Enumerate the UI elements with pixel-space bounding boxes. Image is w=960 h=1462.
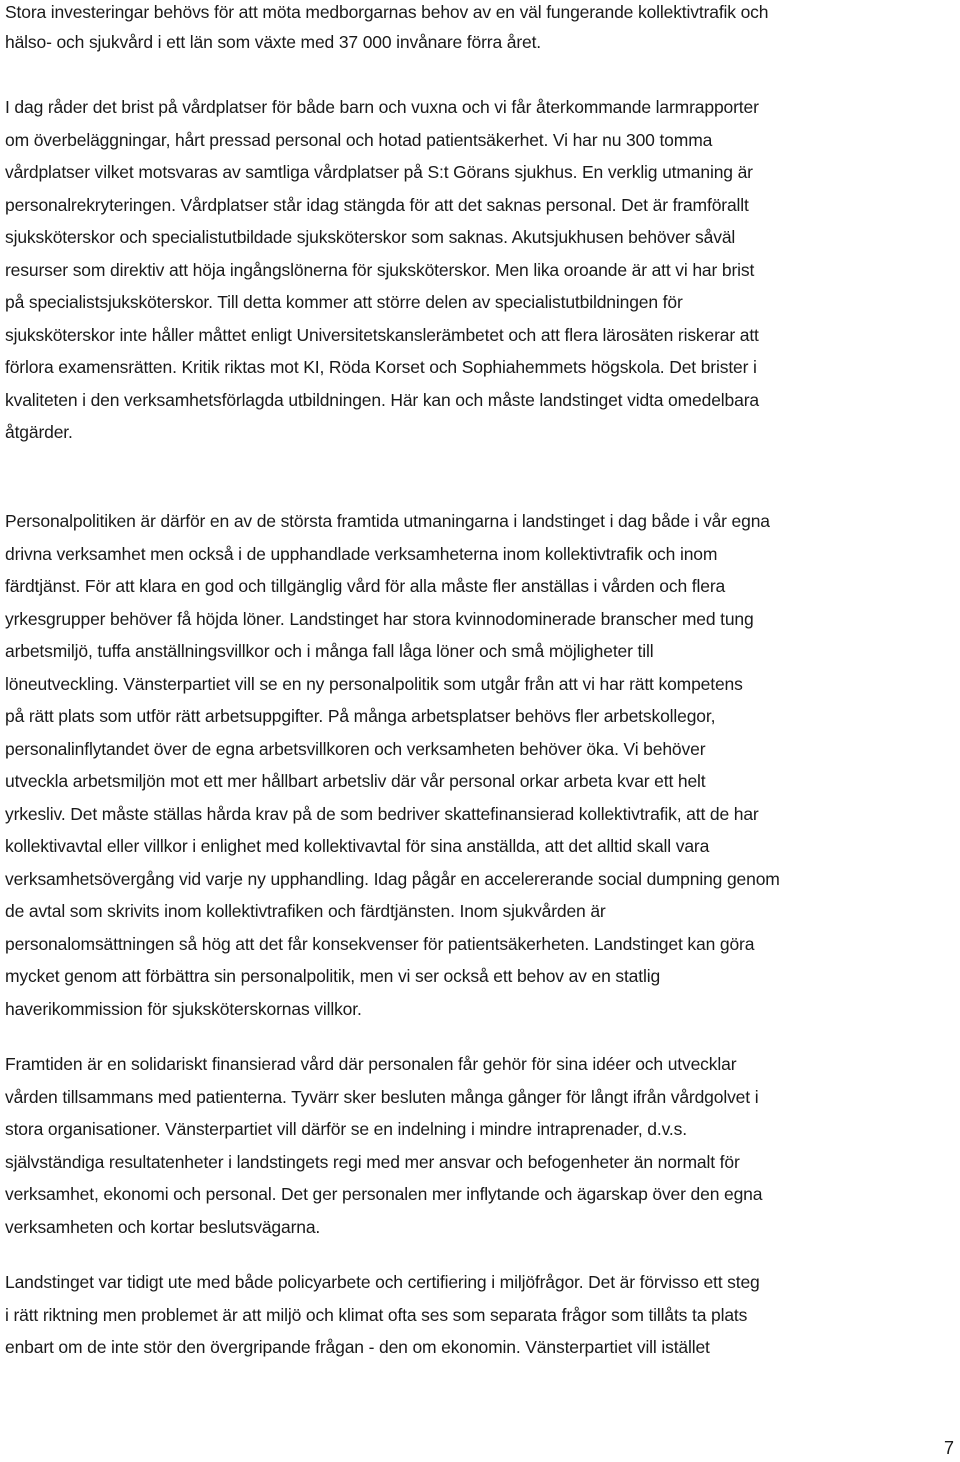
text-line: verksamheten och kortar beslutsvägarna. xyxy=(5,1216,321,1237)
paragraph-environment xyxy=(5,1266,960,1364)
text-line: mycket genom att förbättra sin personalpolitik, men vi ser också ett behov av en statlig xyxy=(5,966,661,986)
text-line: Landstinget var tidigt ute med både policyarbete och certifiering i miljöfrågor. Det är förvisso ett steg xyxy=(5,1272,760,1292)
text-line: yrkesliv. Det måste ställas hårda krav på de som bedriver skattefinansierad kollektivtrafik, att de har xyxy=(5,803,759,824)
text-line: sjuksköterskor inte håller måttet enligt Universitetskanslerämbetet och att flera lärosäten riskerar att xyxy=(5,324,759,345)
text-line: stora organisationer. Vänsterpartiet vill därför se en indelning i mindre intraprenader, d.v.s. xyxy=(5,1119,687,1139)
text-line: kollektivavtal eller villkor i enlighet med kollektivavtal för sina anställda, att det alltid skall vara xyxy=(5,836,710,856)
text-line: Framtiden är en solidariskt finansierad vård där personalen får gehör för sina idéer och utvecklar xyxy=(5,1054,737,1074)
text-line: personalomsättningen så hög att det får konsekvenser för patientsäkerheten. Landstinget kan göra xyxy=(5,933,755,954)
text-line: självständiga resultatenheter i landstingets regi med mer ansvar och befogenheter än normalt för xyxy=(5,1151,740,1172)
text-line: verksamhet, ekonomi och personal. Det ger personalen mer inflytande och ägarskap över den egna xyxy=(5,1184,763,1204)
text-line: personalrekryteringen. Vårdplatser står idag stängda för att det saknas personal. Det är framförallt xyxy=(5,194,749,215)
text-line: förlora examensrätten. Kritik riktas mot KI, Röda Korset och Sophiahemmets högskola. Det brister i xyxy=(5,357,757,377)
text-line: Stora investeringar behövs för att möta medborgarnas behov av en väl fungerande kollektivtrafik och xyxy=(5,2,769,22)
paragraph-investments xyxy=(5,0,960,57)
text-line: om överbeläggningar, hårt pressad personal och hotad patientsäkerhet. Vi har nu 300 tomma xyxy=(5,129,713,150)
text-line: sjuksköterskor och specialistutbildade sjuksköterskor som saknas. Akutsjukhusen behöver såväl xyxy=(5,227,736,247)
paragraph-personnel-policy xyxy=(5,505,960,1025)
text-line: personalinflytandet över de egna arbetsvillkoren och verksamheten behöver öka. Vi behöver xyxy=(5,738,706,759)
text-line: i rätt riktning men problemet är att miljö och klimat ofta ses som separata frågor som tillåts ta plats xyxy=(5,1304,748,1325)
text-line: drivna verksamhet men också i de upphandlade verksamheterna inom kollektivtrafik och inom xyxy=(5,543,718,564)
text-line: enbart om de inte stör den övergripande frågan - den om ekonomin. Vänsterpartiet vill istället xyxy=(5,1337,710,1357)
text-line: haverikommission för sjuksköterskornas villkor. xyxy=(5,998,362,1019)
text-line: arbetsmiljö, tuffa anställningsvillkor och i många fall låga löner och små möjligheter till xyxy=(5,641,654,661)
text-line: hälso- och sjukvård i ett län som växte med 37 000 invånare förra året. xyxy=(5,32,542,52)
text-line: I dag råder det brist på vårdplatser för både barn och vuxna och vi får återkommande larmrapporter xyxy=(5,97,759,117)
text-line: verksamhetsövergång vid varje ny upphandling. Idag pågår en accelererande social dumpning genom xyxy=(5,868,780,889)
text-line: yrkesgrupper behöver få höjda löner. Landstinget har stora kvinnodominerade branscher med tung xyxy=(5,608,754,629)
text-line: vårdplatser vilket motsvaras av samtliga vårdplatser på S:t Görans sjukhus. En verklig utmaning är xyxy=(5,162,753,182)
text-line: de avtal som skrivits inom kollektivtrafiken och färdtjänsten. Inom sjukvården är xyxy=(5,901,606,921)
text-line: färdtjänst. För att klara en god och tillgänglig vård för alla måste fler anställas i vården och flera xyxy=(5,576,726,596)
text-line: löneutveckling. Vänsterpartiet vill se en ny personalpolitik som utgår från att vi har rätt kompetens xyxy=(5,673,743,694)
text-line: resurser som direktiv att höja ingångslönerna för sjuksköterskor. Men lika oroande är att vi har brist xyxy=(5,259,755,280)
text-line: Personalpolitiken är därför en av de största framtida utmaningarna i landstinget i dag både i vår egna xyxy=(5,511,770,531)
text-line: vården tillsammans med patienterna. Tyvärr sker besluten många gånger för långt ifrån vårdgolvet i xyxy=(5,1086,759,1107)
text-line: åtgärder. xyxy=(5,422,73,442)
paragraph-future-care xyxy=(5,1048,960,1243)
text-line: på specialistsjuksköterskor. Till detta kommer att större delen av specialistutbildningen för xyxy=(5,292,683,312)
text-line: på rätt plats som utför rätt arbetsuppgifter. På många arbetsplatser behövs fler arbetskollegor, xyxy=(5,706,716,726)
text-line: utveckla arbetsmiljön mot ett mer hållbart arbetsliv där vår personal orkar arbeta kvar ett helt xyxy=(5,771,706,791)
page-number: 7 xyxy=(943,1438,954,1458)
text-line: kvaliteten i den verksamhetsförlagda utbildningen. Här kan och måste landstinget vidta omedelbara xyxy=(5,389,759,410)
paragraph-care-places xyxy=(5,91,960,449)
